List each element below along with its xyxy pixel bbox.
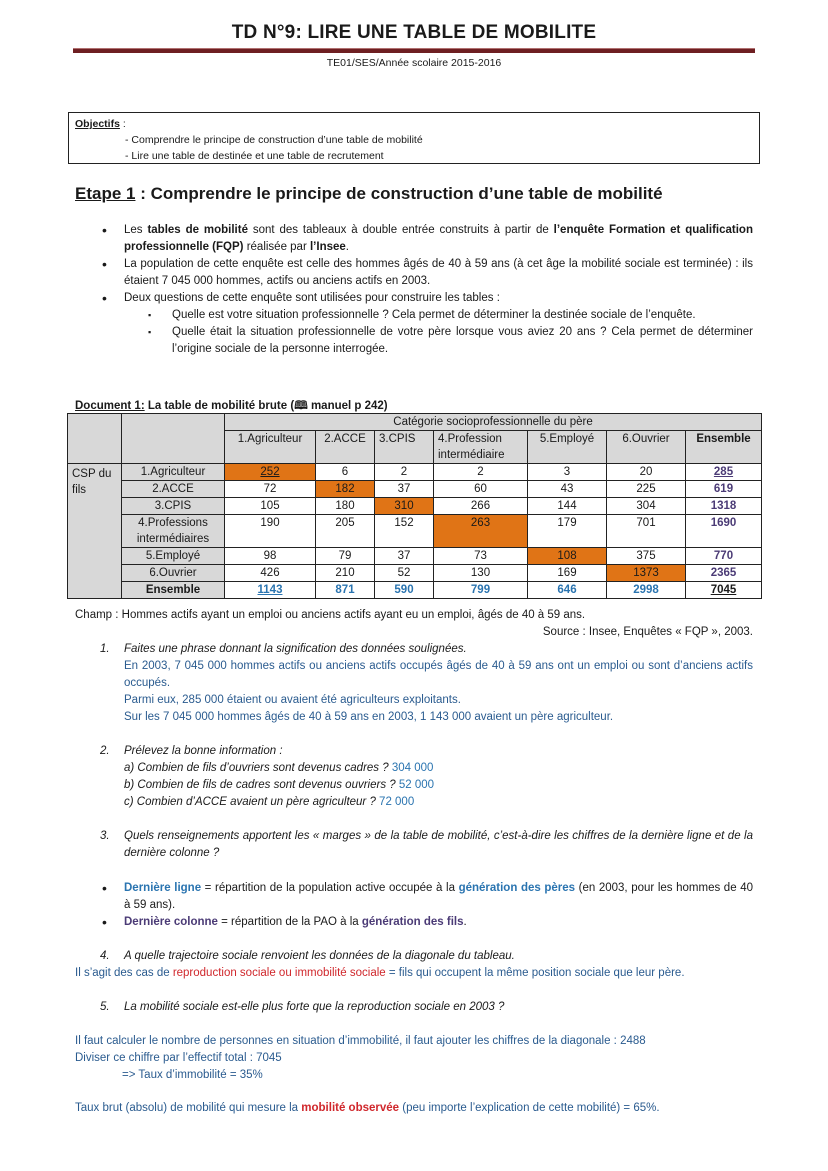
table-cell: 179 [528,515,607,548]
table-scope-note: Champ : Hommes actifs ayant un emploi ou anciens actifs ayant eu un emploi, âgés de 40 à 59 ans. [75,609,586,621]
column-total: 799 [434,582,528,599]
answer-line: En 2003, 7 045 000 hommes actifs ou anciens actifs occupés âgés de 40 à 59 ans ont un emploi ou sont d’anciens actifs occupés. [124,660,753,689]
bullet-item: • Les tables de mobilité sont des tableaux à double entrée construits à partir de l’enquête Formation et qualification professionnelle (FQP) réalisée par l’Insee. [100,222,753,256]
table-cell: 304 [607,498,686,515]
column-total: 590 [375,582,434,599]
document-label: Document 1: [75,400,145,412]
sub-bullet-list [124,307,753,358]
answer-5-conclusion: Taux brut (absolu) de mobilité qui mesure la mobilité observée (peu importe l’explication de cette mobilité) = 65%. [75,1102,660,1114]
objectives-label: Objectifs [75,118,120,130]
row-header: 4.Professions intermédiaires [122,515,225,548]
column-header: 3.CPIS [375,431,434,464]
answer-line: Diviser ce chiffre par l’effectif total : 7045 [75,1052,282,1064]
table-cell: 182 [316,481,375,498]
table-cell: 1373 [607,565,686,582]
table-cell: 375 [607,548,686,565]
table-cell: 180 [316,498,375,515]
question-3: 3. Quels renseignements apportent les « marges » de la table de mobilité, c’est-à-dire les chiffres de la dernière ligne et de la dernière colonne ? [100,830,753,859]
answer-5 [75,1033,646,1084]
table-cell: 130 [434,565,528,582]
table-cell: 426 [225,565,316,582]
table-cell: 701 [607,515,686,548]
row-header: 1.Agriculteur [122,464,225,481]
question-4: 4. A quelle trajectoire sociale renvoient les données de la diagonale du tableau. [100,950,515,962]
table-cell: 205 [316,515,375,548]
answer-4: Il s’agit des cas de reproduction sociale ou immobilité sociale = fils qui occupent la même position sociale que leur père. [75,967,685,979]
table-cell: 52 [375,565,434,582]
mobility-table [67,413,762,599]
row-header: 6.Ouvrier [122,565,225,582]
answer-line: Sur les 7 045 000 hommes âgés de 40 à 59 ans en 2003, 1 143 000 avaient un père agriculteur. [124,711,614,723]
sub-question: a) Combien de fils d’ouvriers sont devenus cadres ? 304 000 [124,762,434,774]
bullet-item: • Dernière colonne = répartition de la PAO à la génération des fils. [100,914,753,931]
table-cell: 190 [225,515,316,548]
table-cell: 2 [375,464,434,481]
column-total: 1143 [225,582,316,599]
question-1: 1. Faites une phrase donnant la signification des données soulignées. [100,643,467,655]
grand-total: 7045 [686,582,762,599]
table-cell: 152 [375,515,434,548]
column-header: Ensemble [686,431,762,464]
table-cell: 79 [316,548,375,565]
answer-3-list [100,880,753,931]
table-cell: 263 [434,515,528,548]
objectives-colon: : [119,118,126,130]
table-cell: 2 [434,464,528,481]
question-5: 5. La mobilité sociale est-elle plus forte que la reproduction sociale en 2003 ? [100,1001,505,1013]
table-cell: 210 [316,565,375,582]
corner-cell [68,414,122,464]
document-title: Document 1: La table de mobilité brute (🕮 manuel p 242) [75,400,388,412]
table-cell: 266 [434,498,528,515]
objective-item: - Lire une table de destinée et une table de recrutement [125,150,384,162]
column-header: 5.Employé [528,431,607,464]
bullet-item: • Dernière ligne = répartition de la population active occupée à la génération des pères (en 2003, pour les hommes de 40 à 59 ans). [100,880,753,914]
section-heading-etape1 [75,184,663,204]
answer-line: Il faut calculer le nombre de personnes en situation d’immobilité, il faut ajouter les chiffres de la diagonale : 2488 [75,1035,646,1047]
answer-line: => Taux d’immobilité = 35% [122,1069,263,1081]
column-total: 646 [528,582,607,599]
table-cell: 105 [225,498,316,515]
title-divider [73,48,755,53]
table-cell: 37 [375,548,434,565]
row-total: 619 [686,481,762,498]
page-title: TD N°9: LIRE UNE TABLE DE MOBILITE [231,22,597,43]
row-axis-label: CSP du fils [68,464,122,599]
column-axis-label: Catégorie socioprofessionnelle du père [225,414,762,431]
table-cell: 72 [225,481,316,498]
table-cell: 108 [528,548,607,565]
sub-bullet-item: ▪ Quelle était la situation professionnelle de votre père lorsque vous aviez 20 ans ? Cela permet de déterminer l’origine sociale de la personne interrogée. [148,324,753,358]
bullet-item: • Deux questions de cette enquête sont utilisées pour construire les tables : ▪ Quelle est votre situation professionnelle ? Cela permet de déterminer la destinée sociale de l’enquête. ▪ Quelle était la situation professionnelle de votre père lorsque vous aviez 20 ans ? Cela permet de déterminer l’origine sociale de la personne interrogée. [100,290,753,358]
table-source: Source : Insee, Enquêtes « FQP », 2003. [542,626,753,638]
row-header: 3.CPIS [122,498,225,515]
page-subtitle: TE01/SES/Année scolaire 2015-2016 [326,57,502,69]
table-cell: 169 [528,565,607,582]
table-cell: 60 [434,481,528,498]
etape-label: Etape 1 [75,184,136,203]
table-cell: 252 [225,464,316,481]
table-cell: 144 [528,498,607,515]
objective-item: - Comprendre le principe de construction d’une table de mobilité [125,134,423,146]
column-header: 6.Ouvrier [607,431,686,464]
question-2: 2. Prélevez la bonne information : a) Combien de fils d’ouvriers sont devenus cadres ? 304 000 b) Combien de fils de cadres sont devenus ouvriers ? 52 000 c) Combien d’ACCE avaient un père agriculteur ? 72 000 [100,743,434,811]
table-cell: 43 [528,481,607,498]
row-total: 1318 [686,498,762,515]
table-cell: 20 [607,464,686,481]
table-cell: 310 [375,498,434,515]
column-header: 4.Profession intermédiaire [434,431,528,464]
column-header: 2.ACCE [316,431,375,464]
row-header: 2.ACCE [122,481,225,498]
answer-line: Parmi eux, 285 000 étaient ou avaient été agriculteurs exploitants. [124,694,461,706]
sub-question: b) Combien de fils de cadres sont devenus ouvriers ? 52 000 [124,779,435,791]
column-header: 1.Agriculteur [225,431,316,464]
book-icon: 🕮 [294,400,308,412]
sub-question: c) Combien d’ACCE avaient un père agriculteur ? 72 000 [124,796,415,808]
column-total: 2998 [607,582,686,599]
corner-cell [122,414,225,464]
row-header: 5.Employé [122,548,225,565]
row-total: 1690 [686,515,762,548]
row-total: 770 [686,548,762,565]
table-cell: 225 [607,481,686,498]
objectives-box [68,112,760,164]
answer-1 [124,658,753,726]
sub-bullet-item: ▪ Quelle est votre situation professionnelle ? Cela permet de déterminer la destinée sociale de l’enquête. [148,307,753,324]
row-header-total: Ensemble [122,582,225,599]
table-cell: 6 [316,464,375,481]
column-total: 871 [316,582,375,599]
row-total: 2365 [686,565,762,582]
bullet-item: • La population de cette enquête est celle des hommes âgés de 40 à 59 ans (à cet âge la mobilité sociale est terminée) : ils étaient 7 045 000 hommes, actifs ou anciens actifs en 2003. [100,256,753,290]
table-cell: 37 [375,481,434,498]
table-cell: 73 [434,548,528,565]
table-cell: 98 [225,548,316,565]
intro-bullet-list [100,222,753,358]
etape-title: : Comprendre le principe de construction d’une table de mobilité [135,184,663,203]
row-total: 285 [686,464,762,481]
table-cell: 3 [528,464,607,481]
